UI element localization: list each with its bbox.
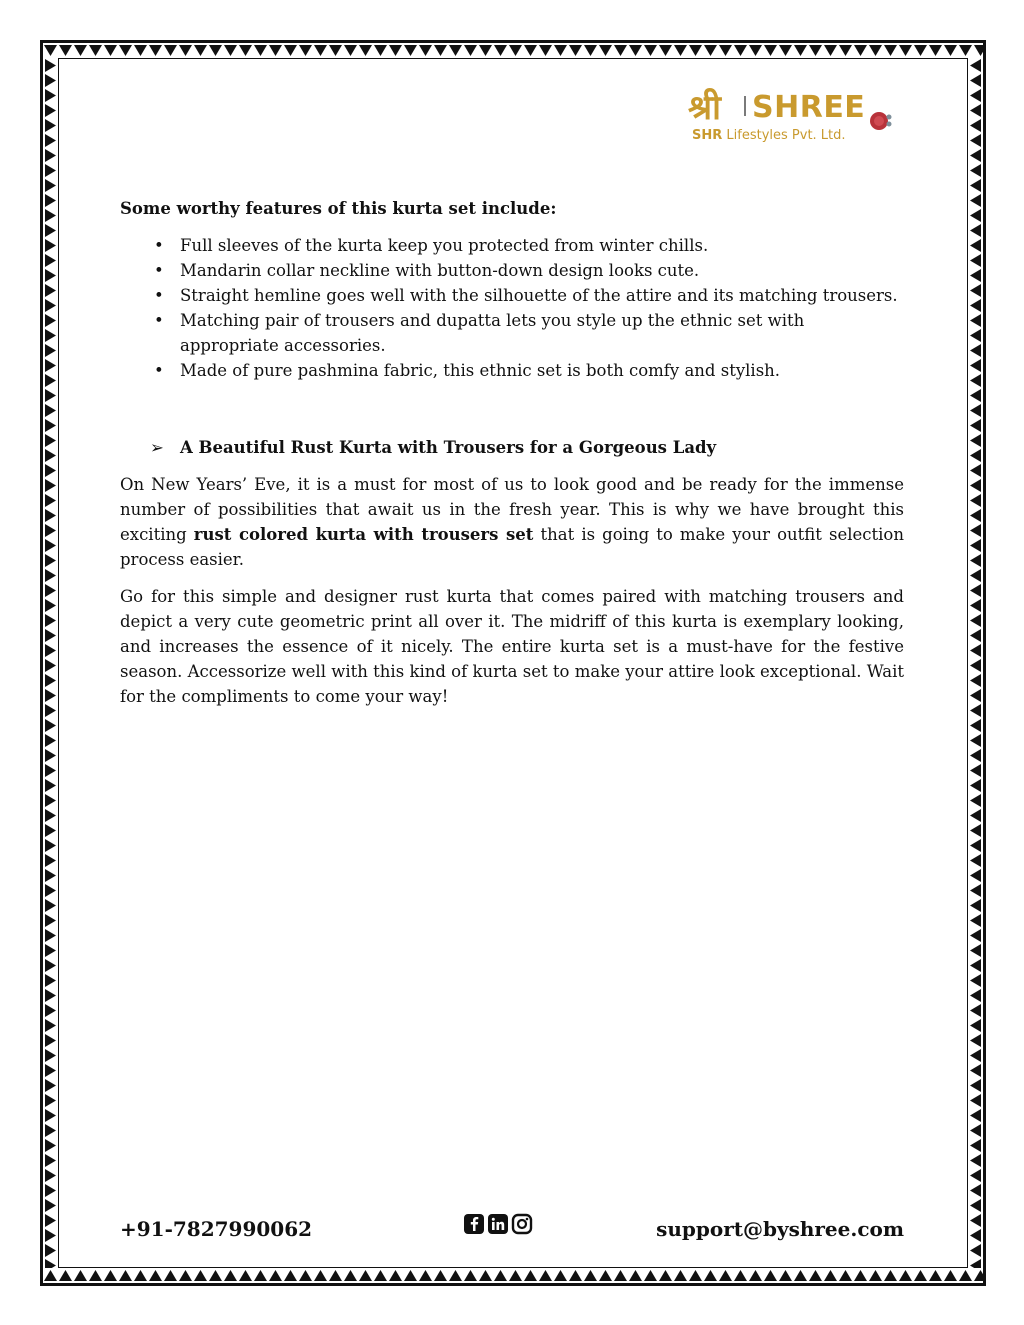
list-item: • Made of pure pashmina fabric, this ethnic set is both comfy and stylish. <box>180 358 904 383</box>
section-title: A Beautiful Rust Kurta with Trousers for a Gorgeous Lady <box>180 438 717 457</box>
border-band-right <box>968 58 983 1268</box>
p1-before: On New Years’ Eve, it is a must for most of us to look good and be ready for the immense number of possibilities that await us in the fresh year. This is why we have brought this exciting <box>120 475 904 544</box>
p1-after: that is going to make your outfit selection process easier. <box>120 525 904 569</box>
footer-phone[interactable]: +91-7827990062 <box>120 1217 313 1241</box>
border-band-left <box>43 58 58 1268</box>
logo-sub-rest: Lifestyles Pvt. Ltd. <box>722 128 846 143</box>
list-item: • Mandarin collar neckline with button-down design looks cute. <box>180 258 904 283</box>
border-band-bottom <box>43 1268 983 1283</box>
facebook-icon[interactable] <box>463 1213 485 1235</box>
flower-icon <box>870 110 892 132</box>
logo-separator <box>744 96 746 116</box>
footer-email[interactable]: support@byshree.com <box>656 1217 904 1241</box>
paragraph-1 <box>120 472 904 572</box>
main-content <box>120 196 904 721</box>
list-item: • Full sleeves of the kurta keep you protected from winter chills. <box>180 233 904 258</box>
linkedin-icon[interactable] <box>487 1213 509 1235</box>
features-heading: Some worthy features of this kurta set include: <box>120 199 557 218</box>
list-item: • Matching pair of trousers and dupatta lets you style up the ethnic set with appropriate accessories. <box>180 308 904 358</box>
logo-subtitle <box>692 128 846 143</box>
features-list <box>120 233 904 383</box>
p1-bold: rust colored kurta with trousers set <box>193 525 534 544</box>
logo-sub-bold: SHR <box>692 128 723 143</box>
logo-name: SHREE <box>752 90 866 125</box>
arrow-bullet-icon: ➢ <box>150 438 164 457</box>
border-band-top <box>43 43 983 58</box>
section-heading <box>120 435 904 460</box>
list-item: • Straight hemline goes well with the silhouette of the attire and its matching trousers. <box>180 283 904 308</box>
instagram-icon[interactable] <box>511 1213 533 1235</box>
logo-devanagari: श्री <box>688 88 721 128</box>
social-icons <box>463 1213 533 1235</box>
paragraph-2: Go for this simple and designer rust kurta that comes paired with matching trousers and depict a very cute geometric print all over it. The midriff of this kurta is exemplary looking, and increases the essence of it nicely. The entire kurta set is a must-have for the festive season. Accessorize well with this kind of kurta set to make your attire look exceptional. Wait for the compliments to come your way! <box>120 587 904 706</box>
brand-logo <box>688 88 918 148</box>
